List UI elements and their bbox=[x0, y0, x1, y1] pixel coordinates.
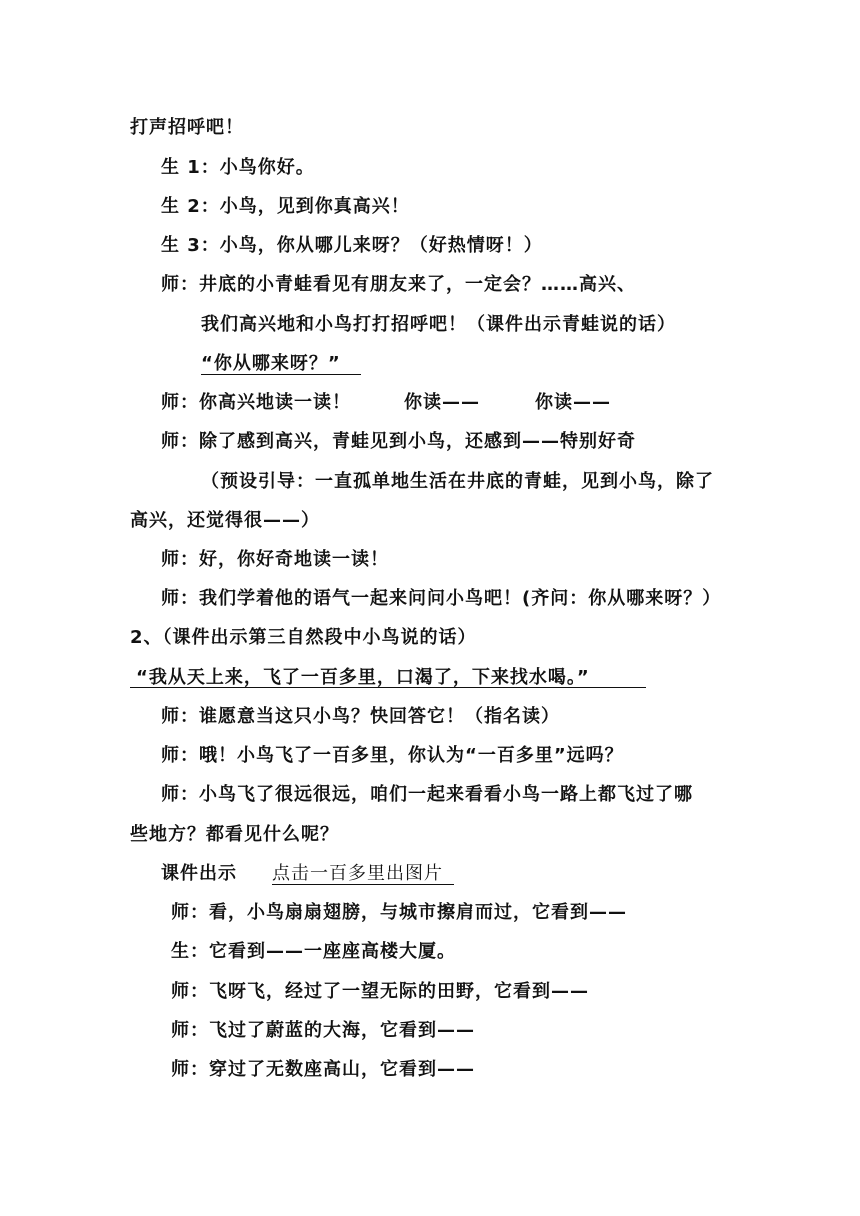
text-line: 师：除了感到高兴，青蛙见到小鸟，还感到——特别好奇 bbox=[161, 431, 636, 452]
text-line: 你读—— bbox=[404, 392, 480, 413]
text-line: 师：小鸟飞了很远很远，咱们一起来看看小鸟一路上都飞过了哪 bbox=[161, 784, 693, 805]
text-line: 课件出示 bbox=[161, 863, 237, 884]
text-line: 我们高兴地和小鸟打打招呼吧！（课件出示青蛙说的话） bbox=[201, 314, 676, 335]
text-line: 师：谁愿意当这只小鸟？快回答它！（指名读） bbox=[161, 706, 560, 727]
quote-underline bbox=[201, 374, 361, 375]
text-line: 师：我们学着他的语气一起来问问小鸟吧！(齐问：你从哪来呀？） bbox=[161, 588, 722, 609]
text-line: 生 1：小鸟你好。 bbox=[161, 157, 315, 178]
text-line: 师：飞过了蔚蓝的大海，它看到—— bbox=[171, 1020, 475, 1041]
quote-underline bbox=[130, 687, 646, 688]
text-line: 师：好，你好奇地读一读！ bbox=[161, 549, 389, 570]
text-line: 生 2：小鸟，见到你真高兴！ bbox=[161, 196, 410, 217]
text-line: 打声招呼吧！ bbox=[130, 117, 244, 138]
text-line: 高兴，还觉得很——） bbox=[130, 510, 320, 531]
link-underline bbox=[272, 884, 454, 885]
quoted-line: “你从哪来呀？” bbox=[201, 353, 341, 374]
text-line: 师：飞呀飞，经过了一望无际的田野，它看到—— bbox=[171, 981, 589, 1002]
text-line: 师：看，小鸟扇扇翅膀，与城市擦肩而过，它看到—— bbox=[171, 902, 627, 923]
text-line: 2、（课件出示第三自然段中小鸟说的话） bbox=[130, 627, 477, 648]
text-line: （预设引导：一直孤单地生活在井底的青蛙，见到小鸟，除了 bbox=[201, 471, 714, 492]
quoted-line: “我从天上来，飞了一百多里，口渴了，下来找水喝。” bbox=[136, 667, 590, 688]
text-line: 些地方？都看见什么呢？ bbox=[130, 824, 339, 845]
text-line: 你读—— bbox=[535, 392, 611, 413]
text-line: 师：你高兴地读一读！ bbox=[161, 392, 351, 413]
courseware-link: 点击一百多里出图片 bbox=[272, 863, 443, 884]
text-line: 生：它看到——一座座高楼大厦。 bbox=[171, 941, 456, 962]
text-line: 师：穿过了无数座高山，它看到—— bbox=[171, 1059, 475, 1080]
text-line: 生 3：小鸟，你从哪儿来呀？（好热情呀！） bbox=[161, 235, 543, 256]
text-line: 师：哦！小鸟飞了一百多里，你认为“一百多里”远吗？ bbox=[161, 745, 624, 766]
text-line: 师：井底的小青蛙看见有朋友来了，一定会？……高兴、 bbox=[161, 274, 636, 295]
